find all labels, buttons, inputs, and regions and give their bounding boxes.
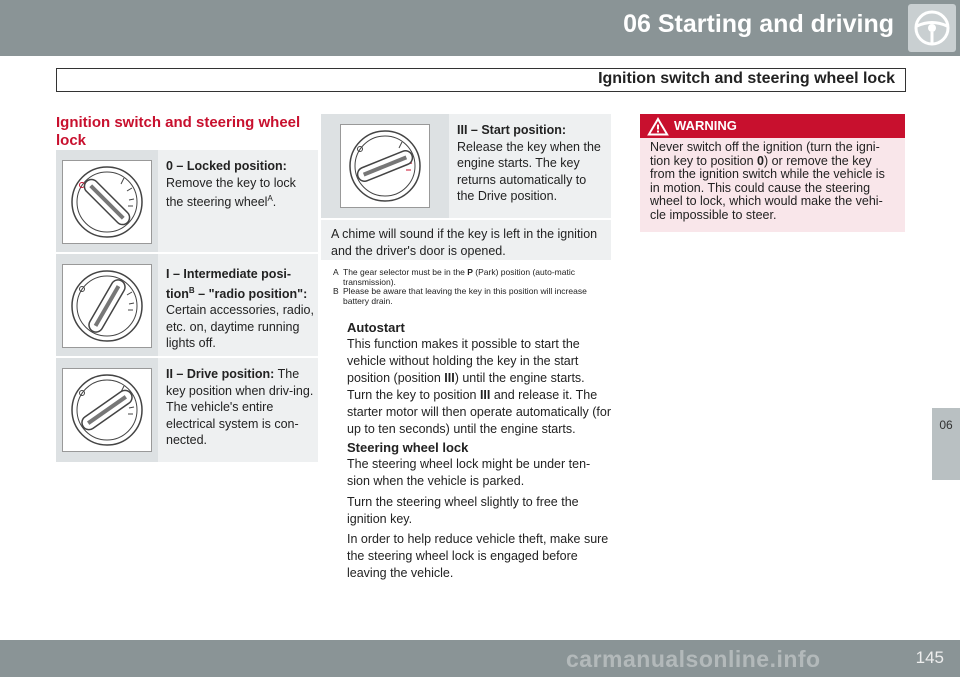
steering-wheel-icon <box>908 4 956 52</box>
footnote-b-mark: B <box>333 286 339 296</box>
position-1-title: I – Intermediate posi-tion$^B$ – "radio position": <box>166 267 308 301</box>
ignition-switch-icon <box>62 264 152 348</box>
footnote-ref-a: A <box>267 194 273 203</box>
section-header <box>56 68 906 92</box>
position-0-text: 0 – Locked position: Remove the key to lock the steering wheel$^A$. <box>166 159 296 210</box>
position-1-text <box>166 266 314 352</box>
section-title: Ignition switch and steering wheel lock <box>598 70 895 87</box>
page-heading: Ignition switch and steering wheel lock <box>56 114 301 149</box>
ignition-switch-icon <box>340 124 430 208</box>
footnote-a-mark: A <box>333 267 339 277</box>
footnote-a: A The gear selector must be in the P (Park) position (auto-matic transmission). <box>333 267 575 287</box>
position-1-row <box>56 254 318 356</box>
chapter-title: 06 Starting and driving <box>623 10 894 38</box>
position-3-title: III – Start position: <box>457 123 567 137</box>
position-1-body: Certain accessories, radio, etc. on, daytime running lights off. <box>166 303 314 351</box>
chapter-tab <box>932 408 960 480</box>
warning-body: Never switch off the ignition (turn the igni-tion key to position 0) or remove the key from the ignition switch while the vehicle is in motion. This could cause the steering wheel to lock, which would make the vehi-cle impossible to steer. <box>640 138 905 232</box>
footnote-b: B Please be aware that leaving the key in this position will increase battery drain. <box>333 286 587 306</box>
watermark-text: carmanualsonline.info <box>566 646 821 672</box>
position-2-row <box>56 358 318 462</box>
ignition-image-cell <box>56 358 158 462</box>
position-3-text <box>457 122 607 205</box>
steering-lock-p3: In order to help reduce vehicle theft, make sure the steering wheel lock is engaged before leaving the vehicle. <box>347 532 609 580</box>
autostart-heading: Autostart <box>347 320 405 335</box>
position-2-title: II – Drive position: <box>166 367 275 381</box>
chapter-tab-label: 06 <box>939 418 953 432</box>
position-0-body: Remove the key to lock the steering wheel <box>166 175 296 210</box>
steering-lock-heading: Steering wheel lock <box>347 440 469 455</box>
steering-lock-p2: Turn the steering wheel slightly to free the ignition key. <box>347 495 579 526</box>
chime-note: A chime will sound if the key is left in the ignition and the driver's door is opened. <box>321 220 611 260</box>
position-3-row <box>321 114 611 218</box>
chapter-header-bar <box>0 0 960 56</box>
page-number: 145 <box>915 648 944 667</box>
ignition-switch-icon <box>62 368 152 452</box>
autostart-paragraph: This function makes it possible to start the vehicle without holding the key in the start position (position III) until the engine starts. Turn the key to position III and release it. The starter motor will then operate automatically (for up to ten seconds) until the engine starts. <box>347 337 611 436</box>
position-2-text <box>166 366 314 449</box>
position-0-title: 0 – Locked position: <box>166 159 287 173</box>
warning-header <box>640 114 905 138</box>
ignition-switch-icon <box>62 160 152 244</box>
ignition-image-cell <box>321 114 449 218</box>
position-3-body: Release the key when the engine starts. The key returns automatically to the Drive position. <box>457 139 601 203</box>
steering-lock-p1: The steering wheel lock might be under ten-sion when the vehicle is parked. <box>347 457 591 488</box>
position-0-row <box>56 150 318 252</box>
warning-title: WARNING <box>674 118 737 133</box>
ignition-image-cell <box>56 254 158 356</box>
footnotes <box>333 268 611 306</box>
ignition-image-cell <box>56 150 158 252</box>
position-2-body: The key position when driv-ing. The vehicle's entire electrical system is con-nected. <box>166 367 314 447</box>
